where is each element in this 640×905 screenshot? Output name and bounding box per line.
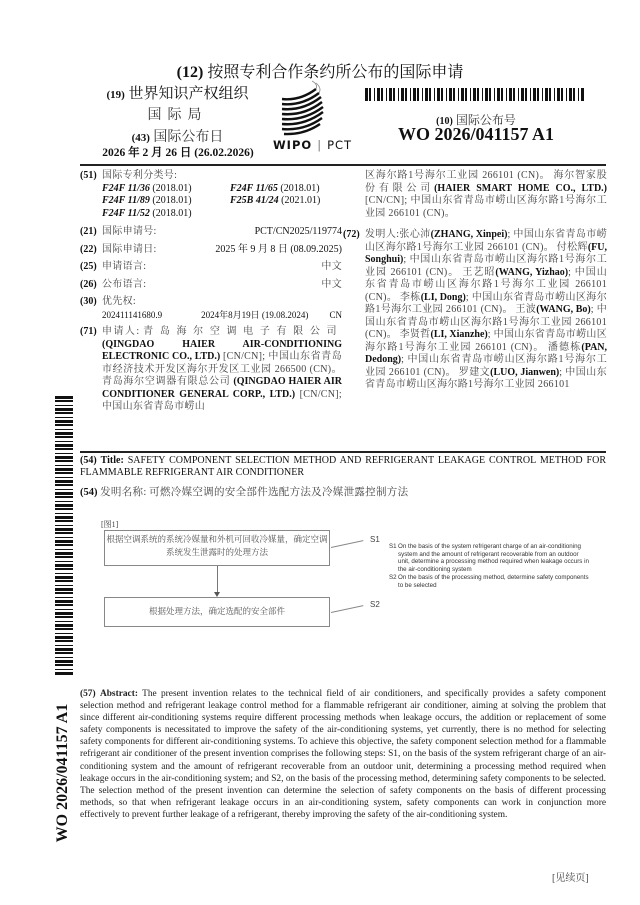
title-chinese <box>80 484 606 499</box>
logo-pct: PCT <box>327 138 353 152</box>
field-publication-language <box>80 279 342 292</box>
applicant-name-en: (HAIER SMART HOME CO., LTD.) <box>434 182 607 194</box>
applicant-name-zh: 海尔智家股份有限公司 <box>365 170 607 194</box>
inventor-name-en: (PAN, Dedong) <box>365 341 608 365</box>
applicant-address: [CN/CN]; 中国山东省青岛市崂山 <box>102 388 343 412</box>
ipc-version: (2018.01) <box>152 195 192 206</box>
abstract-label: Abstract: <box>99 689 138 699</box>
app-no-label: 国际申请号: <box>102 226 157 237</box>
pub-lang-value: 中文 <box>321 278 342 290</box>
leader-line-s2 <box>331 605 363 613</box>
wipo-pct-wordmark <box>273 138 352 152</box>
priority-country: CN <box>329 309 342 320</box>
abstract <box>80 688 606 821</box>
field-applicants <box>80 326 342 414</box>
flow-arrow-line <box>217 566 218 593</box>
logo-sep: | <box>317 138 323 152</box>
applicant-name-en: (QINGDAO HAIER AIR CONDITIONER GENERAL CORP., LTD.) <box>102 376 342 400</box>
barcode-side <box>55 396 73 683</box>
inventor-address: ; 中国山东省青岛市崂山区海尔路1号海尔工业园 266101 (CN)。 <box>365 291 607 315</box>
app-no-code: (21) <box>80 226 97 237</box>
legend-text: On the basis of the processing method, determine safety components to be selected <box>398 573 589 589</box>
ipc-class: F24F 11/89 <box>102 195 150 206</box>
ipc-label: 国际专利分类号: <box>102 170 178 181</box>
applicant-name-en: (QINGDAO HAIER AIR-CONDITIONING ELECTRONIC CO., LTD.) <box>102 338 342 362</box>
ipc-code: (51) <box>80 170 97 181</box>
title-text-zh: 可燃冷媒空调的安全部件选配方法及冷媒泄露控制方法 <box>149 487 409 498</box>
figure-legend <box>389 543 589 589</box>
divider-title <box>80 451 606 453</box>
inventor-name-en: (WANG, Yizhao) <box>495 266 569 278</box>
legend-item <box>389 574 589 589</box>
ipc-class: F25B 41/24 <box>230 195 279 206</box>
org-name-text: 世界知识产权组织 <box>128 86 249 102</box>
flowchart-step-s1: 根据空调系统的系统冷媒量和外机可回收冷媒量，确定空调系统发生泄露时的处理方法 <box>104 530 330 566</box>
applicant-name-zh: 青岛海尔空调电子有限公司 <box>143 326 343 337</box>
ipc-classes <box>80 183 342 221</box>
title-label-zh: 发明名称: <box>100 487 147 498</box>
inventor-name-en: (LUO, Jianwen) <box>490 366 560 378</box>
inventor-address: ; 中国山东省青岛市崂山区海尔路1号海尔工业园 266101 (CN)。 <box>365 354 607 378</box>
inventor-name-zh: 李栋 <box>399 291 421 303</box>
app-date-value: 2025 年 9 月 8 日 (08.09.2025) <box>215 243 342 255</box>
inventor-name-zh: 付松辉 <box>556 241 588 253</box>
barcode-top <box>365 88 587 101</box>
applicant-name-zh: 青岛海尔空调器有限总公司 <box>102 376 231 387</box>
legend-text: On the basis of the system refrigerant charge of an air-conditioning system and the amount of refrigerant recoverable from an outdoor unit, determine a processing method required when leakage occurs in the air-conditioning system <box>398 543 589 574</box>
inventor-address: ; 中国山东省青岛市崂山区海尔路1号海尔工业园 266101 (CN)。 <box>365 304 607 340</box>
field-filing-language <box>80 261 342 274</box>
inventor-name-en: (LI, Dong) <box>420 291 466 303</box>
inventor-name-zh: 张心沛 <box>399 229 431 240</box>
field-ipc <box>80 170 342 220</box>
ipc-class: F24F 11/52 <box>102 207 150 219</box>
ipc-class: F24F 11/36 <box>102 182 150 194</box>
filing-lang-code: (25) <box>80 261 97 272</box>
inventor-name-zh: 王艺昭 <box>462 266 496 278</box>
inventor-name-en: (LI, Xianzhe) <box>430 329 488 340</box>
applicants-continued <box>365 170 607 220</box>
logo-wipo: WIPO <box>273 138 313 152</box>
priority-label: 优先权: <box>102 296 136 307</box>
field-application-date <box>80 244 342 257</box>
inventor-address: ; 中国山东省青岛市崂山区海尔路1号海尔工业园 266101 (CN)。 <box>365 266 608 303</box>
filing-lang-label: 申请语言: <box>102 261 147 272</box>
org-code: (19) <box>106 89 125 101</box>
priority-code: (30) <box>80 296 97 307</box>
flowchart-step-s2: 根据处理方法，确定选配的安全部件 <box>104 597 330 627</box>
applicants-code: (71) <box>80 326 97 337</box>
publication-date: 2026 年 2 月 26 日 (26.02.2026) <box>102 147 254 159</box>
applicant-address: [CN/CN]; 中国山东省青岛市崂山区海尔路1号海尔工业园 266101 (CN)。 <box>365 195 607 219</box>
field-priority <box>80 296 342 321</box>
title-code: (54) <box>80 455 97 466</box>
biblio-left-column <box>80 170 342 414</box>
ipc-version: (2021.01) <box>281 195 321 206</box>
leader-line-s1 <box>331 540 363 548</box>
priority-date: 2024年8月19日 (19.08.2024) <box>201 309 309 320</box>
abstract-code: (57) <box>80 689 96 699</box>
title-english <box>80 455 606 479</box>
inventor-name-en: (ZHANG, Xinpei) <box>430 229 508 240</box>
inventor-name-zh: 潘德栋 <box>547 341 582 353</box>
ipc-class: F24F 11/65 <box>230 182 278 194</box>
side-pubno-text: WO 2026/041157 A1 <box>54 703 71 843</box>
inventor-name-zh: 李贤哲 <box>399 329 431 340</box>
inventor-address: ; 中国山东省青岛市崂山区海尔路1号海尔工业园 266101 (CN)。 <box>365 254 607 278</box>
field-application-number <box>80 226 342 239</box>
filing-lang-value: 中文 <box>321 261 342 272</box>
pub-lang-label: 公布语言: <box>102 278 147 290</box>
pubdate-label-text: 国际公布日 <box>153 130 224 145</box>
biblio-right-column <box>343 170 608 392</box>
publication-number: WO 2026/041157 A1 <box>397 124 554 144</box>
pub-lang-code: (26) <box>80 278 97 290</box>
pub-kind-code: (12) <box>176 64 204 81</box>
inventor-name-en: (FU, Songhui) <box>365 241 607 265</box>
ipc-version: (2018.01) <box>152 207 192 219</box>
inventor-name-zh: 王波 <box>515 304 537 315</box>
pub-kind-text: 按照专利合作条约所公布的国际申请 <box>207 64 464 81</box>
pubdate-code: (43) <box>131 132 150 144</box>
title-label: Title: <box>100 455 124 466</box>
legend-key: S1 <box>389 543 397 550</box>
step-tag-s2: S2 <box>370 600 380 609</box>
pubno-label-text: 国际公布号 <box>455 113 516 127</box>
inventors-label: 发明人: <box>365 229 400 240</box>
title-code-zh: (54) <box>80 487 98 498</box>
applicant-address: [CN/CN]; 中国山东省青岛市经济技术开发区海尔开发区工业园 266500 (CN)。 <box>102 351 342 375</box>
inventor-address: ; 中国山东省青岛市崂山区海尔路1号海尔工业园 266101 <box>365 366 607 390</box>
inventor-address: ; 中国山东省青岛市崂山区海尔路1号海尔工业园 266101 (CN)。 <box>365 329 607 353</box>
ipc-version: (2018.01) <box>152 182 192 194</box>
organization-name <box>100 85 255 105</box>
figure-label: [图1] <box>101 520 119 529</box>
inventor-address: ; 中国山东省青岛市崂山区海尔路1号海尔工业园 266101 (CN)。 <box>365 229 607 253</box>
inventor-name-en: (WANG, Bo) <box>536 304 591 315</box>
field-inventors <box>343 229 607 392</box>
legend-key: S2 <box>389 573 397 581</box>
continued-marker: [见续页] <box>552 873 589 884</box>
org-sub: 国际局 <box>147 108 208 123</box>
divider-top <box>80 164 606 166</box>
title-text-en: SAFETY COMPONENT SELECTION METHOD AND REFRIGERANT LEAKAGE CONTROL METHOD FOR FLAMMABLE REFRIGERANT AIR CONDITIONER <box>80 455 607 478</box>
legend-item <box>389 543 589 574</box>
applicant-address: 区海尔路1号海尔工业园 266101 (CN)。 <box>365 170 551 181</box>
pubno-code: (10) <box>436 116 453 127</box>
side-publication-number <box>48 693 78 853</box>
applicants-label: 申请人: <box>102 326 140 337</box>
inventor-name-zh: 罗建文 <box>458 366 491 378</box>
ipc-version: (2018.01) <box>280 182 320 194</box>
app-no-value: PCT/CN2025/119774 <box>254 226 342 237</box>
app-date-code: (22) <box>80 243 97 255</box>
app-date-label: 国际申请日: <box>102 243 157 255</box>
step-tag-s1: S1 <box>370 535 380 544</box>
pubdate-label <box>100 126 255 146</box>
abstract-text: The present invention relates to the technical field of air conditioners, and specifically provides a safety component selection method and refrigerant leakage control method for a flammable refrigerant air conditioner, aiming at solving the problem that since different air-conditioning systems require different processing methods when leakage occurs, the addition or replacement of some safety components is necessitated to improve the safety of the air-conditioning systems, yet currently, there is no method for selecting safety components for different air-conditioning systems. To achieve this objective, the safety component selection method for a flammable refrigerant air conditioner of the present invention comprises the following steps: S1, on the basis of the system refrigerant charge of an air-conditioning system and the amount of refrigerant recoverable from an outdoor unit, determining a processing method required when leakage occurs in the air-conditioning system; and S2, on the basis of the processing method, determining safety components to be selected. The selection method of the present invention can determine the selection of safety components on the basis of different processing methods, so that when refrigerant leakage occurs in an air-conditioning system, safety components can work in conjunction more effectively to prevent further leakage of a refrigerant, thereby improving the safety of the air-conditioning system. <box>80 689 606 820</box>
inventors-code: (72) <box>343 229 360 240</box>
priority-number: 202411141680.9 <box>102 309 163 320</box>
